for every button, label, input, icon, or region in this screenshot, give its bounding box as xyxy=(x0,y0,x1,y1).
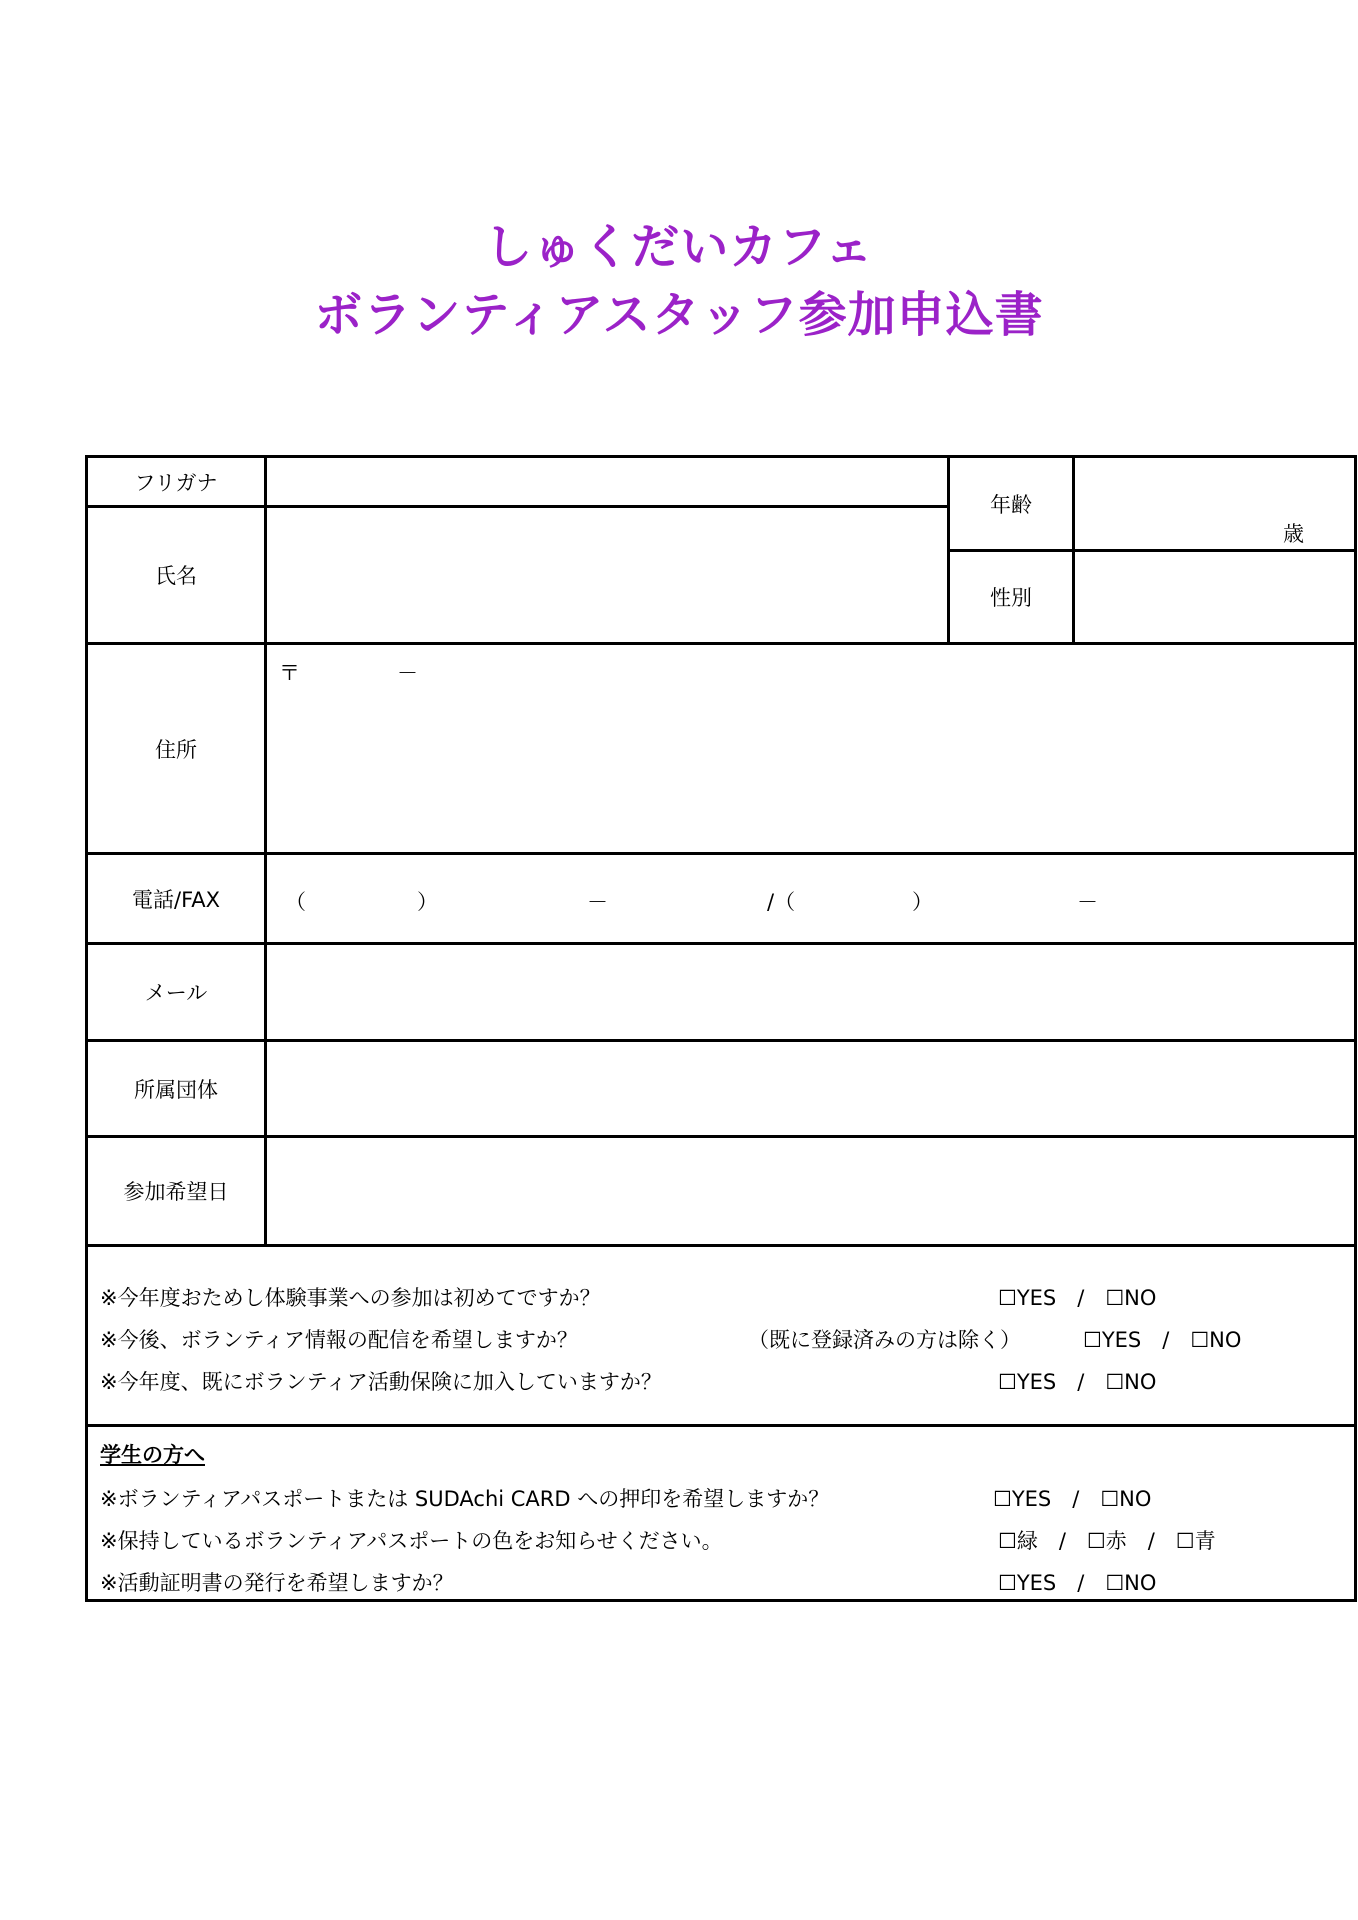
age-field[interactable] xyxy=(1072,455,1357,552)
student-question-2: ※保持しているボランティアパスポートの色をお知らせください。 xyxy=(100,1529,723,1553)
fax-close-paren: ） xyxy=(912,890,933,914)
question-1-options[interactable]: ☐YES / ☐NO xyxy=(998,1286,1157,1310)
students-section xyxy=(85,1424,1357,1602)
name-field[interactable] xyxy=(264,505,950,645)
phone-field[interactable] xyxy=(264,852,1357,945)
furigana-label: フリガナ xyxy=(85,455,267,508)
student-question-2-options[interactable]: ☐緑 / ☐赤 / ☐青 xyxy=(998,1529,1216,1553)
student-question-3: ※活動証明書の発行を希望しますか？ xyxy=(100,1571,454,1595)
students-heading: 学生の方へ xyxy=(100,1443,205,1467)
age-label: 年齢 xyxy=(947,455,1075,552)
questions-section xyxy=(85,1244,1357,1427)
address-field[interactable] xyxy=(264,642,1357,855)
name-label: 氏名 xyxy=(85,505,267,645)
email-label: メール xyxy=(85,942,267,1042)
furigana-field[interactable] xyxy=(264,455,950,508)
address-label: 住所 xyxy=(85,642,267,855)
date-field[interactable] xyxy=(264,1135,1357,1247)
form-title-line1: しゅくだいカフェ xyxy=(484,219,874,275)
student-question-1: ※ボランティアパスポートまたは SUDAchi CARD への押印を希望しますか？ xyxy=(100,1487,830,1511)
question-1: ※今年度おためし体験事業への参加は初めてですか？ xyxy=(100,1286,601,1310)
fax-separator: /（ xyxy=(767,890,796,914)
student-question-1-options[interactable]: ☐YES / ☐NO xyxy=(993,1487,1152,1511)
question-2-options[interactable]: ☐YES / ☐NO xyxy=(1083,1328,1242,1352)
question-2: ※今後、ボランティア情報の配信を希望しますか？ xyxy=(100,1328,578,1352)
phone-close-paren: ） xyxy=(417,890,438,914)
question-3: ※今年度、既にボランティア活動保険に加入していますか？ xyxy=(100,1370,662,1394)
postal-mark: 〒 xyxy=(279,661,300,685)
phone-label: 電話/FAX xyxy=(85,852,267,945)
group-field[interactable] xyxy=(264,1039,1357,1138)
fax-dash: － xyxy=(1077,890,1098,914)
phone-dash: － xyxy=(587,890,608,914)
age-unit: 歳 xyxy=(1283,522,1304,546)
date-label: 参加希望日 xyxy=(85,1135,267,1247)
question-2-note: （既に登録済みの方は除く） xyxy=(748,1328,1021,1352)
form-title-line2: ボランティアスタッフ参加申込書 xyxy=(314,287,1044,343)
postal-dash: － xyxy=(397,661,418,685)
phone-open-paren: （ xyxy=(285,890,306,914)
email-field[interactable] xyxy=(264,942,1357,1042)
question-3-options[interactable]: ☐YES / ☐NO xyxy=(998,1370,1157,1394)
gender-label: 性別 xyxy=(947,549,1075,645)
gender-field[interactable] xyxy=(1072,549,1357,645)
student-question-3-options[interactable]: ☐YES / ☐NO xyxy=(998,1571,1157,1595)
group-label: 所属団体 xyxy=(85,1039,267,1138)
